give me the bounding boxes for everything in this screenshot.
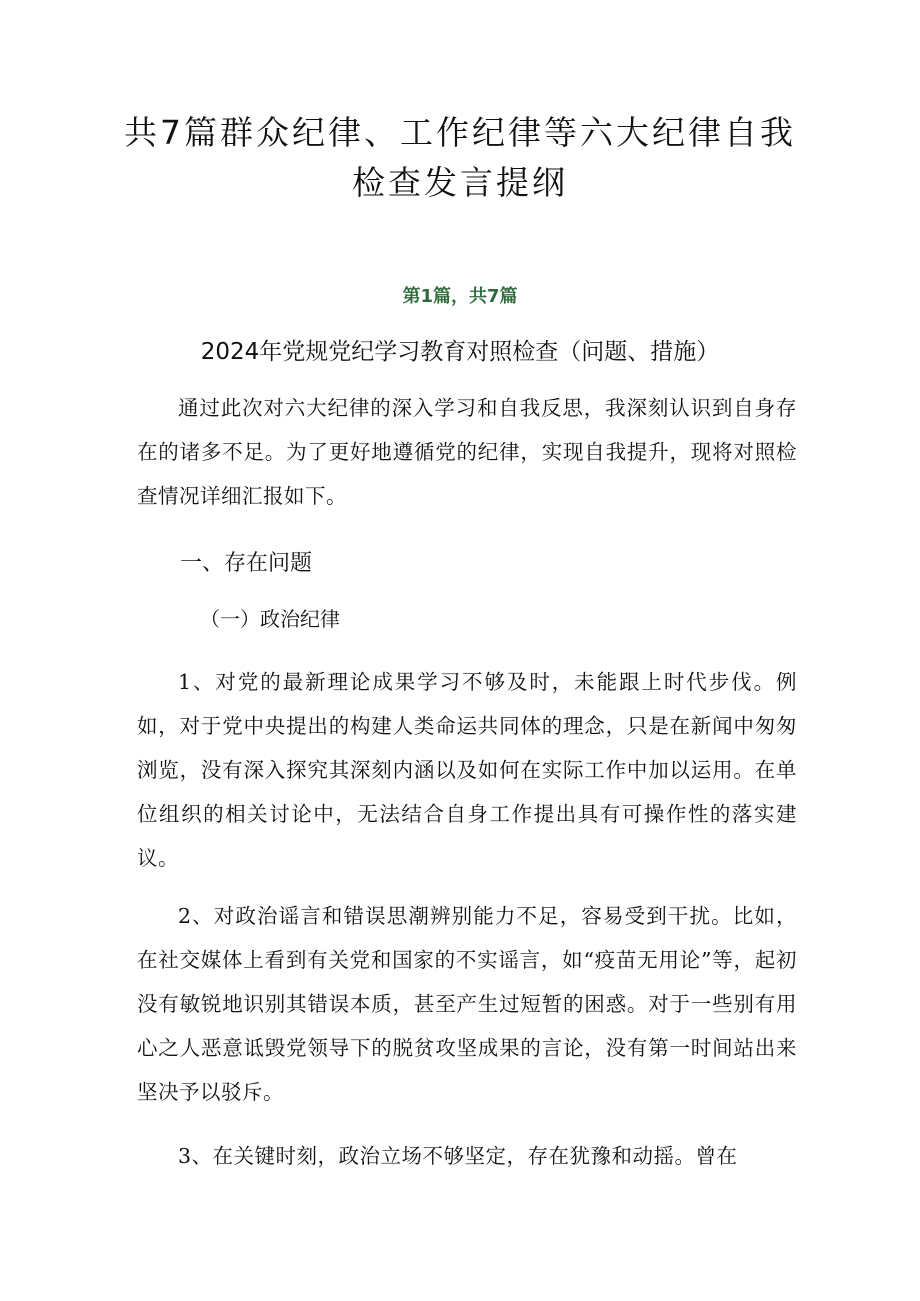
section-heading: 一、存在问题 xyxy=(180,551,313,576)
list-item: 2、对政治谣言和错误思潮辨别能力不足，容易受到干扰。比如，在社交媒体上看到有关党和国家的不实谣言，如“疫苗无用论”等，起初没有敏锐地识别其错误本质，甚至产生过短暂的困惑。对于一些别有用心之人恶意诋毁党领导下的脱贫攻坚成果的言论，没有第一时间站出来坚决予以驳斥。 xyxy=(137,904,797,1104)
document-title: 共7篇群众纪律、工作纪律等六大纪律自我检查发言提纲 xyxy=(124,113,796,202)
list-item: 3、在关键时刻，政治立场不够坚定，存在犹豫和动摇。曾在 xyxy=(178,1144,738,1168)
intro-paragraph: 通过此次对六大纪律的深入学习和自我反思，我深刻认识到自身存在的诸多不足。为了更好地遵循党的纪律，实现自我提升，现将对照检查情况详细汇报如下。 xyxy=(137,396,797,508)
article-title: 2024年党规党纪学习教育对照检查（问题、措施） xyxy=(200,339,720,365)
part-label: 第1篇，共7篇 xyxy=(402,286,518,307)
list-item: 1、对党的最新理论成果学习不够及时，未能跟上时代步伐。例如，对于党中央提出的构建人类命运共同体的理念，只是在新闻中匆匆浏览，没有深入探究其深刻内涵以及如何在实际工作中加以运用。在单位组织的相关讨论中，无法结合自身工作提出具有可操作性的落实建议。 xyxy=(137,670,797,870)
subsection-heading: （一）政治纪律 xyxy=(200,607,340,631)
